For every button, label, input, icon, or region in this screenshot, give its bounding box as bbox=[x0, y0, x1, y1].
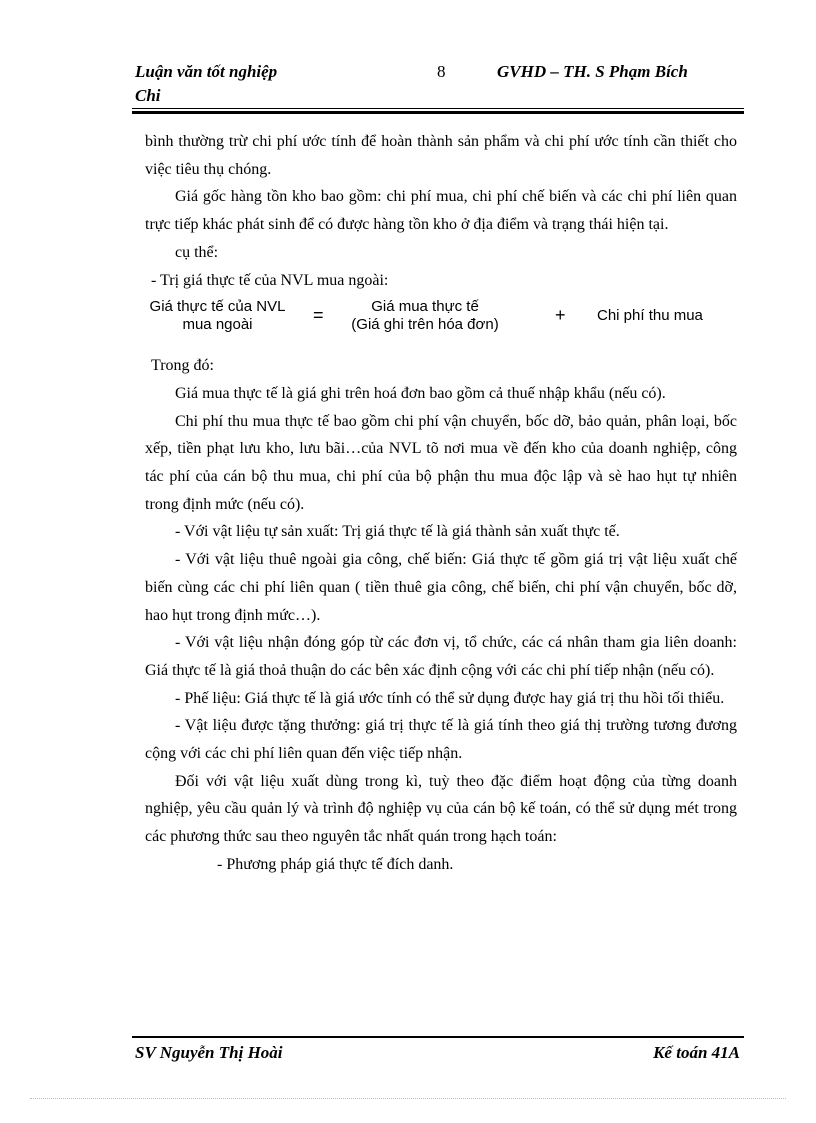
paragraph: - Với vật liệu tự sản xuất: Trị giá thực tế là giá thành sản xuất thực tế. bbox=[175, 523, 620, 541]
formula-equals-sign: = bbox=[313, 305, 324, 326]
header-supervisor: GVHD – TH. S Phạm Bích bbox=[497, 62, 688, 81]
paragraph: bình thường trừ chi phí ước tính để hoàn thành sản phẩm và chi phí ước tính cần thiết cho việc tiêu thụ chóng. bbox=[145, 133, 737, 178]
paragraph: - Với vật liệu thuê ngoài gia công, chế biến: Giá thực tế gồm giá trị vật liệu xuất chế biến cùng các chi phí liên quan ( tiền thuê gia công, chế biến, chi phí vận chuyển, bốc dỡ, hao hụt trong định mức…). bbox=[145, 551, 737, 624]
paragraph: Đối với vật liệu xuất dùng trong kì, tuỳ theo đặc điểm hoạt động của từng doanh nghiệp, yêu cầu quản lý và trình độ nghiệp vụ của cán bộ kế toán, có thể sử dụng mét trong các phương thức sau theo nguyên tắc nhất quán trong hạch toán: bbox=[145, 772, 737, 846]
paragraph: cụ thể: bbox=[175, 243, 219, 261]
footer-class: Kế toán 41A bbox=[653, 1043, 740, 1062]
page-edge-divider bbox=[30, 1098, 786, 1099]
footer-student-name: SV Nguyễn Thị Hoài bbox=[135, 1043, 283, 1062]
formula-mid bbox=[350, 298, 500, 334]
formula-mid-line2: (Giá ghi trên hóa đơn) bbox=[351, 316, 499, 334]
page-number: 8 bbox=[437, 62, 446, 81]
paragraph: Giá gốc hàng tồn kho bao gồm: chi phí mua, chi phí chế biến và các chi phí liên quan trực tiếp khác phát sinh để có được hàng tồn kho ở địa điểm và trạng thái hiện tại. bbox=[145, 188, 737, 234]
formula-mid-line1: Giá mua thực tế bbox=[371, 298, 479, 316]
paragraph: - Với vật liệu nhận đóng góp từ các đơn vị, tổ chức, các cá nhân tham gia liên doanh: Giá thực tế là giá thoả thuận do các bên xác định cộng với các chi phí tiếp nhận (nếu có). bbox=[145, 634, 737, 679]
formula-lhs bbox=[140, 298, 295, 334]
page-body bbox=[145, 128, 737, 879]
header-rule-thin bbox=[132, 108, 744, 109]
paragraph: - Phương pháp giá thực tế đích danh. bbox=[217, 855, 454, 873]
paragraph: - Vật liệu được tặng thưởng: giá trị thực tế là giá tính theo giá thị trường tương đương cộng với các chi phí liên quan đến việc tiếp nhận. bbox=[145, 717, 737, 763]
page-header bbox=[135, 62, 745, 110]
footer-rule bbox=[132, 1036, 744, 1038]
header-thesis-title-continued: Chi bbox=[135, 86, 161, 105]
paragraph: Chi phí thu mua thực tế bao gồm chi phí vận chuyển, bốc dỡ, bảo quản, phân loại, bốc xếp, tiền phạt lưu kho, lưu bãi…của NVL tõ nơi mua về đến kho của doanh nghiệp, công tác phí của cán bộ thu mua, chi phí của bộ phận thu mua độc lập và sè hao hụt tự nhiên trong định mức (nếu có). bbox=[145, 412, 737, 513]
formula-rhs: Chi phí thu mua bbox=[597, 307, 703, 325]
cost-formula bbox=[145, 294, 737, 352]
paragraph: - Trị giá thực tế của NVL mua ngoài: bbox=[151, 271, 389, 289]
paragraph: - Phế liệu: Giá thực tế là giá ước tính có thể sử dụng được hay giá trị thu hồi tối thiểu. bbox=[175, 689, 725, 707]
header-rule-thick bbox=[132, 111, 744, 114]
formula-lhs-line2: mua ngoài bbox=[182, 316, 253, 334]
paragraph: Trong đó: bbox=[151, 357, 214, 375]
formula-plus-sign: + bbox=[555, 305, 566, 326]
formula-lhs-line1: Giá thực tế của NVL bbox=[149, 298, 286, 316]
header-thesis-title: Luận văn tốt nghiệp bbox=[135, 62, 278, 81]
paragraph: Giá mua thực tế là giá ghi trên hoá đơn bao gồm cả thuế nhập khẩu (nếu có). bbox=[175, 384, 666, 402]
